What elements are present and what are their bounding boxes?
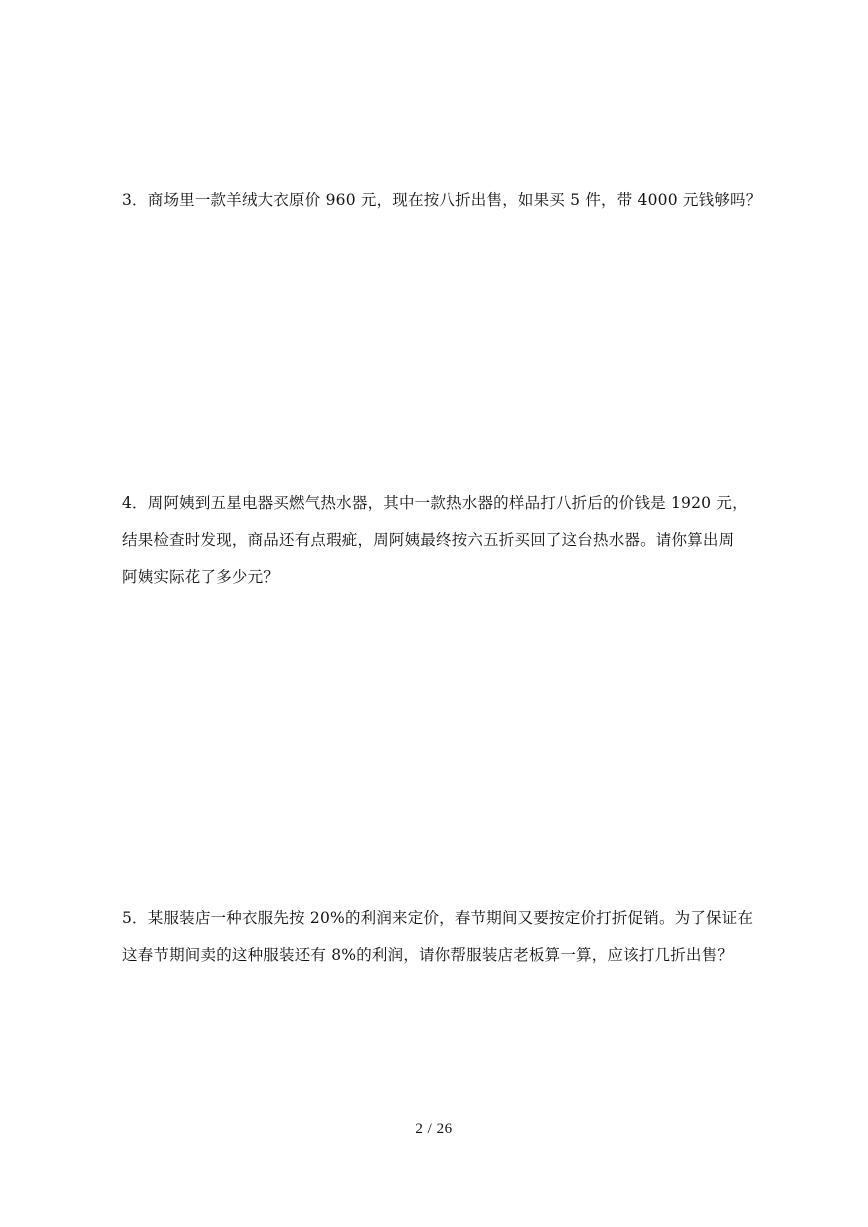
question-text-line: 这春节期间卖的这种服装还有 8%的利润，请你帮服装店老板算一算，应该打几折出售？ (122, 946, 734, 964)
question-5 (122, 900, 762, 974)
question-4 (122, 485, 762, 596)
question-text-line: 4．周阿姨到五星电器买燃气热水器，其中一款热水器的样品打八折后的价钱是 1920 元， (122, 494, 748, 512)
question-text-line: 结果检查时发现，商品还有点瑕疵，周阿姨最终按六五折买回了这台热水器。请你算出周 (122, 531, 735, 549)
question-3 (122, 182, 762, 219)
question-text-line: 阿姨实际花了多少元？ (122, 568, 280, 586)
question-text-line: 3．商场里一款羊绒大衣原价 960 元，现在按八折出售，如果买 5 件，带 4000 元钱够吗？ (122, 191, 762, 209)
page-number: 2 / 26 (415, 1121, 453, 1137)
question-text-line: 5．某服装店一种衣服先按 20%的利润来定价，春节期间又要按定价打折促销。为了保证在 (122, 909, 754, 927)
